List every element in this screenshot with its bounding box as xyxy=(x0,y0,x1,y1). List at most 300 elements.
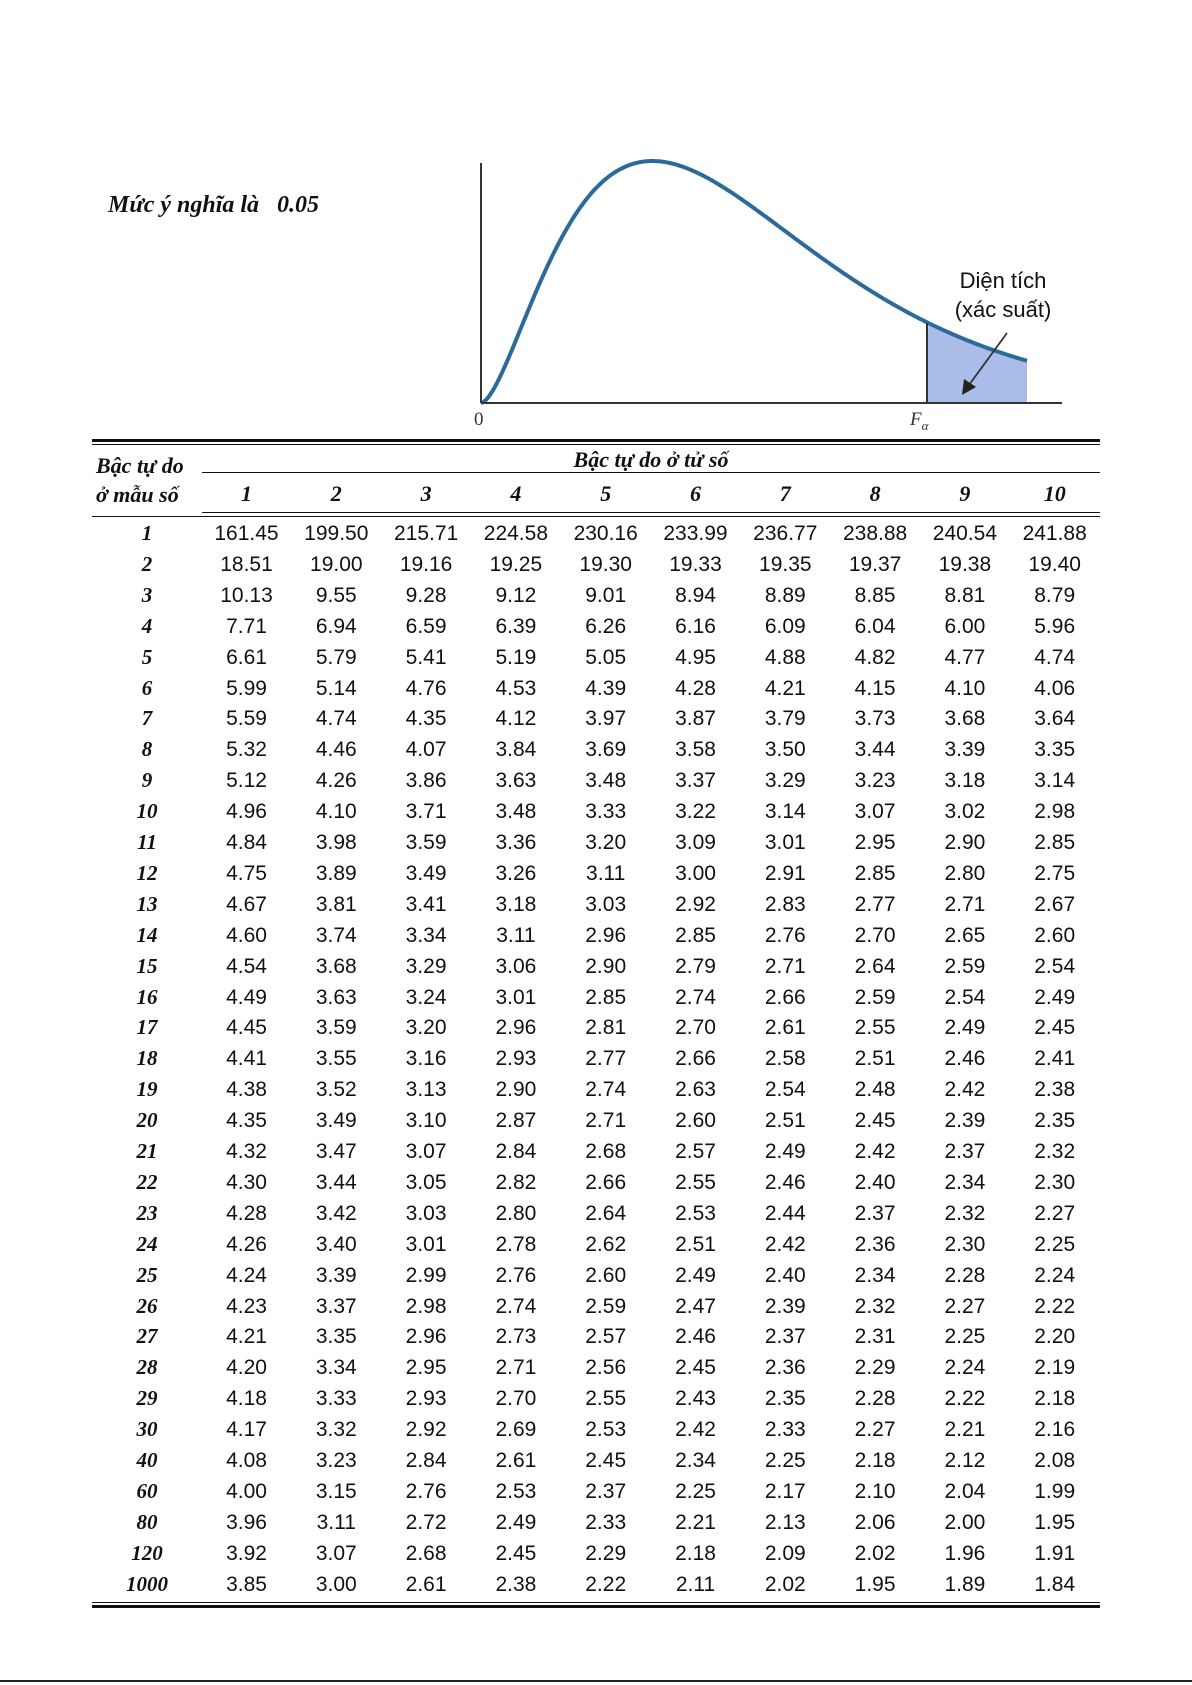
table-cell: 19.30 xyxy=(579,552,632,576)
table-cell: 2.47 xyxy=(675,1294,716,1318)
table-cell: 3.06 xyxy=(495,954,537,978)
top-rule-inner xyxy=(92,444,1100,445)
table-row xyxy=(92,1445,1100,1476)
table-row xyxy=(92,1136,1100,1167)
row-label: 60 xyxy=(136,1478,158,1503)
row-label: 19 xyxy=(136,1077,158,1102)
table-cell: 19.35 xyxy=(759,552,812,576)
table-cell: 2.96 xyxy=(405,1325,447,1349)
table-cell: 230.16 xyxy=(573,522,638,545)
table-cell: 4.74 xyxy=(315,707,357,731)
table-cell: 2.74 xyxy=(675,985,716,1009)
row-label: 13 xyxy=(136,891,158,916)
table-cell: 4.75 xyxy=(226,861,267,885)
table-cell: 2.00 xyxy=(944,1510,986,1534)
table-cell: 3.00 xyxy=(315,1572,357,1596)
table-cell: 6.09 xyxy=(764,614,806,638)
table-cell: 2.82 xyxy=(495,1170,537,1194)
table-cell: 2.59 xyxy=(585,1294,627,1318)
table-cell: 2.71 xyxy=(764,954,806,978)
row-label: 5 xyxy=(141,644,153,669)
table-cell: 6.04 xyxy=(854,614,896,638)
table-cell: 2.53 xyxy=(495,1479,537,1503)
table-cell: 4.20 xyxy=(226,1356,267,1380)
table-cell: 2.53 xyxy=(585,1418,627,1442)
table-cell: 2.80 xyxy=(944,861,986,885)
table-row xyxy=(92,580,1100,611)
table-cell: 2.45 xyxy=(1034,1016,1076,1040)
row-label: 18 xyxy=(136,1046,158,1071)
row-label: 25 xyxy=(136,1262,158,1287)
table-cell: 2.18 xyxy=(675,1541,716,1565)
table-cell: 3.34 xyxy=(405,923,447,947)
table-row xyxy=(92,1291,1100,1322)
table-row xyxy=(92,1198,1100,1229)
table-cell: 2.36 xyxy=(764,1356,806,1380)
table-cell: 3.84 xyxy=(495,738,537,762)
table-cell: 4.06 xyxy=(1034,676,1076,700)
table-cell: 2.64 xyxy=(585,1201,627,1225)
table-cell: 3.07 xyxy=(315,1541,357,1565)
table-cell: 4.24 xyxy=(226,1263,267,1287)
table-cell: 2.19 xyxy=(1034,1356,1076,1380)
table-cell: 240.54 xyxy=(932,522,997,545)
table-cell: 241.88 xyxy=(1022,522,1087,545)
table-cell: 2.84 xyxy=(495,1140,537,1163)
row-label: 40 xyxy=(136,1448,158,1472)
table-cell: 6.59 xyxy=(405,614,447,638)
table-cell: 2.48 xyxy=(854,1078,896,1102)
table-cell: 2.92 xyxy=(405,1418,447,1442)
area-label-line2: (xác suất) xyxy=(954,297,1052,322)
table-cell: 4.88 xyxy=(764,645,806,669)
table-row xyxy=(92,549,1100,580)
table-cell: 3.01 xyxy=(495,985,537,1009)
table-cell: 3.89 xyxy=(315,861,357,885)
table-cell: 2.70 xyxy=(675,1016,716,1040)
table-cell: 4.46 xyxy=(315,738,357,762)
table-cell: 2.57 xyxy=(585,1325,627,1349)
table-cell: 1.99 xyxy=(1034,1479,1076,1503)
table-cell: 2.42 xyxy=(675,1418,716,1442)
table-cell: 2.76 xyxy=(764,923,806,947)
table-row xyxy=(92,1414,1100,1445)
table-cell: 3.79 xyxy=(764,707,806,731)
column-header-4: 4 xyxy=(510,481,522,506)
table-cell: 3.16 xyxy=(405,1047,447,1071)
table-cell: 3.13 xyxy=(405,1078,447,1102)
row-label: 12 xyxy=(136,860,158,885)
table-cell: 3.97 xyxy=(585,707,627,731)
table-cell: 3.24 xyxy=(405,985,447,1009)
table-cell: 3.69 xyxy=(585,738,627,762)
table-cell: 2.20 xyxy=(1034,1325,1076,1349)
table-cell: 3.35 xyxy=(1034,738,1076,762)
table-cell: 238.88 xyxy=(842,522,908,545)
table-cell: 2.85 xyxy=(675,923,716,947)
table-row xyxy=(92,734,1100,765)
table-cell: 3.39 xyxy=(315,1263,357,1287)
table-cell: 2.76 xyxy=(495,1263,537,1287)
table-cell: 4.60 xyxy=(226,923,267,947)
table-cell: 2.28 xyxy=(854,1387,896,1411)
table-cell: 3.87 xyxy=(675,707,716,731)
table-cell: 3.92 xyxy=(226,1541,267,1565)
page-footer-line xyxy=(0,1680,1192,1682)
table-cell: 2.87 xyxy=(495,1109,537,1133)
table-cell: 4.07 xyxy=(405,738,447,762)
table-cell: 19.16 xyxy=(399,552,453,576)
table-cell: 233.99 xyxy=(663,522,728,545)
bottom-rule-inner xyxy=(92,1602,1100,1603)
table-cell: 2.22 xyxy=(944,1387,986,1411)
table-row xyxy=(92,858,1100,889)
table-cell: 2.28 xyxy=(944,1263,986,1287)
row-label: 26 xyxy=(136,1293,158,1318)
table-cell: 8.94 xyxy=(675,583,716,607)
table-cell: 4.35 xyxy=(405,707,447,731)
table-cell: 2.53 xyxy=(675,1201,716,1225)
table-cell: 2.64 xyxy=(854,954,896,978)
table-cell: 2.85 xyxy=(585,985,627,1009)
table-row xyxy=(92,1167,1100,1198)
table-cell: 8.89 xyxy=(764,583,806,607)
table-cell: 9.55 xyxy=(315,583,357,607)
table-cell: 2.60 xyxy=(1034,923,1076,947)
table-cell: 2.02 xyxy=(764,1572,806,1596)
table-cell: 3.33 xyxy=(315,1387,357,1411)
table-cell: 2.83 xyxy=(764,892,806,916)
table-cell: 2.55 xyxy=(675,1170,716,1194)
table-cell: 2.45 xyxy=(585,1449,627,1472)
table-cell: 4.96 xyxy=(226,800,267,824)
table-row xyxy=(92,827,1100,858)
table-cell: 18.51 xyxy=(220,552,273,576)
table-cell: 3.74 xyxy=(315,923,357,947)
table-cell: 2.45 xyxy=(675,1356,716,1380)
table-cell: 5.99 xyxy=(226,676,267,700)
table-cell: 2.96 xyxy=(495,1016,537,1040)
table-cell: 3.34 xyxy=(315,1356,357,1380)
table-cell: 4.49 xyxy=(226,985,267,1009)
table-cell: 2.22 xyxy=(1034,1294,1076,1318)
table-cell: 2.34 xyxy=(944,1170,986,1194)
table-cell: 3.26 xyxy=(495,861,537,885)
column-header-9: 9 xyxy=(959,481,971,506)
table-cell: 2.40 xyxy=(764,1263,806,1287)
table-cell: 2.21 xyxy=(675,1510,716,1534)
table-cell: 2.30 xyxy=(1034,1170,1076,1194)
table-cell: 19.40 xyxy=(1028,552,1081,576)
table-cell: 2.58 xyxy=(764,1047,806,1071)
table-cell: 2.32 xyxy=(1034,1140,1076,1163)
table-cell: 4.08 xyxy=(226,1449,267,1472)
column-header-row xyxy=(92,481,1100,511)
table-cell: 2.61 xyxy=(405,1572,447,1596)
table-cell: 4.28 xyxy=(226,1201,267,1225)
table-cell: 7.71 xyxy=(226,614,267,638)
table-row xyxy=(92,611,1100,642)
table-cell: 2.21 xyxy=(944,1418,986,1442)
table-cell: 8.79 xyxy=(1034,583,1076,607)
table-cell: 4.17 xyxy=(226,1418,267,1442)
table-cell: 3.63 xyxy=(495,769,537,793)
table-cell: 3.55 xyxy=(315,1047,357,1071)
table-cell: 2.55 xyxy=(854,1016,896,1040)
table-cell: 4.67 xyxy=(226,892,267,916)
table-row xyxy=(92,518,1100,549)
header-bottom-rule xyxy=(92,516,1100,517)
row-label: 1000 xyxy=(126,1571,168,1596)
table-cell: 2.75 xyxy=(1034,861,1076,885)
table-cell: 2.10 xyxy=(854,1479,896,1503)
table-row xyxy=(92,1383,1100,1414)
table-cell: 2.32 xyxy=(854,1294,896,1318)
header-rule xyxy=(202,512,1100,513)
table-cell: 3.02 xyxy=(944,800,986,824)
table-cell: 2.45 xyxy=(854,1109,896,1133)
table-cell: 2.33 xyxy=(764,1418,806,1442)
table-cell: 3.18 xyxy=(495,892,537,916)
table-row xyxy=(92,1012,1100,1043)
table-cell: 2.42 xyxy=(854,1140,896,1163)
table-cell: 4.10 xyxy=(944,676,986,700)
critical-label-f: F xyxy=(910,409,922,430)
table-cell: 2.17 xyxy=(764,1479,806,1503)
table-cell: 3.59 xyxy=(315,1016,357,1040)
table-cell: 3.41 xyxy=(405,892,447,916)
table-cell: 2.77 xyxy=(585,1047,627,1071)
table-cell: 2.80 xyxy=(495,1201,537,1225)
table-cell: 2.90 xyxy=(944,831,986,854)
table-cell: 2.55 xyxy=(585,1387,627,1411)
table-cell: 2.93 xyxy=(405,1387,447,1411)
tail-area-shading xyxy=(927,323,1027,403)
table-cell: 2.77 xyxy=(854,892,896,916)
row-label: 15 xyxy=(136,953,158,978)
table-row xyxy=(92,1043,1100,1074)
table-cell: 2.29 xyxy=(585,1541,627,1565)
table-row xyxy=(92,1538,1100,1569)
table-row xyxy=(92,1321,1100,1352)
table-cell: 3.18 xyxy=(944,769,986,793)
table-cell: 3.44 xyxy=(315,1170,357,1194)
table-cell: 2.02 xyxy=(854,1541,896,1565)
table-cell: 4.82 xyxy=(854,645,896,669)
table-cell: 4.41 xyxy=(226,1047,267,1071)
table-row xyxy=(92,951,1100,982)
table-cell: 2.39 xyxy=(944,1109,986,1133)
table-cell: 2.60 xyxy=(585,1263,627,1287)
table-cell: 2.49 xyxy=(495,1510,537,1534)
table-cell: 4.23 xyxy=(226,1294,267,1318)
table-cell: 3.48 xyxy=(495,800,537,824)
table-cell: 2.98 xyxy=(1034,800,1076,824)
significance-level-title: Mức ý nghĩa là 0.05 xyxy=(108,192,320,218)
table-cell: 2.27 xyxy=(944,1294,986,1318)
table-cell: 2.12 xyxy=(944,1449,986,1472)
table-cell: 3.11 xyxy=(586,861,626,885)
table-cell: 19.37 xyxy=(848,552,902,576)
table-cell: 19.38 xyxy=(938,552,992,576)
table-cell: 2.18 xyxy=(854,1449,896,1472)
table-cell: 19.25 xyxy=(489,552,543,576)
table-cell: 2.34 xyxy=(675,1449,716,1472)
table-cell: 3.63 xyxy=(315,985,357,1009)
table-cell: 2.22 xyxy=(585,1572,627,1596)
table-cell: 5.96 xyxy=(1034,614,1076,638)
table-cell: 3.03 xyxy=(585,892,627,916)
table-cell: 2.25 xyxy=(1034,1232,1076,1256)
row-label: 11 xyxy=(137,830,157,854)
table-cell: 2.46 xyxy=(764,1170,806,1194)
table-cell: 3.03 xyxy=(405,1201,447,1225)
row-label: 8 xyxy=(141,737,153,762)
table-cell: 3.07 xyxy=(405,1140,447,1163)
table-row xyxy=(92,1476,1100,1507)
table-cell: 3.37 xyxy=(315,1294,357,1318)
row-header-line2: ở mẫu số xyxy=(96,482,179,507)
origin-label: 0 xyxy=(474,409,484,430)
table-row xyxy=(92,796,1100,827)
row-label: 120 xyxy=(131,1540,163,1565)
table-cell: 3.37 xyxy=(675,769,716,793)
column-header-3: 3 xyxy=(420,481,432,506)
table-cell: 4.45 xyxy=(226,1016,267,1040)
table-cell: 2.27 xyxy=(1034,1201,1076,1225)
table-cell: 1.96 xyxy=(944,1541,986,1565)
table-cell: 4.28 xyxy=(675,676,716,700)
table-cell: 4.54 xyxy=(226,954,267,978)
table-cell: 2.91 xyxy=(764,861,806,885)
column-header-10: 10 xyxy=(1043,481,1066,506)
table-cell: 3.29 xyxy=(405,954,447,978)
table-cell: 236.77 xyxy=(753,522,818,545)
table-cell: 2.43 xyxy=(675,1387,716,1411)
table-cell: 3.40 xyxy=(315,1232,357,1256)
table-cell: 2.33 xyxy=(585,1510,627,1534)
table-cell: 4.53 xyxy=(495,676,537,700)
table-cell: 2.85 xyxy=(1034,831,1076,854)
table-cell: 2.71 xyxy=(495,1356,537,1380)
table-cell: 3.07 xyxy=(854,800,896,824)
table-cell: 9.28 xyxy=(405,583,447,607)
table-cell: 2.63 xyxy=(675,1078,716,1102)
table-cell: 2.62 xyxy=(585,1232,627,1256)
table-cell: 3.49 xyxy=(315,1109,357,1133)
table-cell: 4.95 xyxy=(675,645,716,669)
table-cell: 2.38 xyxy=(495,1572,537,1596)
table-cell: 9.01 xyxy=(585,583,627,607)
table-cell: 2.96 xyxy=(585,923,627,947)
column-header-5: 5 xyxy=(600,481,612,506)
table-cell: 2.34 xyxy=(854,1263,896,1287)
table-row xyxy=(92,1229,1100,1260)
table-cell: 2.90 xyxy=(495,1078,537,1102)
table-row xyxy=(92,765,1100,796)
column-header-8: 8 xyxy=(869,481,881,506)
table-cell: 2.54 xyxy=(944,985,986,1009)
row-label: 10 xyxy=(136,799,158,824)
table-cell: 5.19 xyxy=(495,645,537,669)
table-cell: 2.70 xyxy=(854,923,896,947)
table-cell: 2.59 xyxy=(944,954,986,978)
row-label: 1 xyxy=(141,521,153,545)
table-cell: 4.15 xyxy=(854,676,896,700)
table-cell: 5.41 xyxy=(405,645,447,669)
table-cell: 2.71 xyxy=(585,1109,627,1133)
table-cell: 3.05 xyxy=(405,1170,447,1194)
table-cell: 5.14 xyxy=(315,676,357,700)
table-cell: 2.66 xyxy=(764,985,806,1009)
table-cell: 2.73 xyxy=(495,1325,537,1349)
row-label: 29 xyxy=(136,1386,158,1411)
table-cell: 2.37 xyxy=(854,1201,896,1225)
table-cell: 3.29 xyxy=(764,769,806,793)
table-cell: 2.54 xyxy=(1034,954,1076,978)
row-label: 2 xyxy=(141,551,153,576)
table-cell: 2.54 xyxy=(764,1078,806,1102)
table-cell: 4.30 xyxy=(226,1170,267,1194)
table-cell: 2.76 xyxy=(405,1479,447,1503)
table-cell: 2.60 xyxy=(675,1109,716,1133)
table-cell: 6.26 xyxy=(585,614,627,638)
table-cell: 4.38 xyxy=(226,1078,267,1102)
group-rule xyxy=(202,472,1100,473)
table-row xyxy=(92,1105,1100,1136)
table-cell: 3.96 xyxy=(226,1510,267,1534)
row-label: 27 xyxy=(136,1324,158,1349)
table-cell: 2.70 xyxy=(495,1387,537,1411)
table-cell: 2.24 xyxy=(944,1356,986,1380)
table-cell: 2.25 xyxy=(675,1479,716,1503)
table-cell: 2.04 xyxy=(944,1479,986,1503)
table-cell: 2.09 xyxy=(764,1541,806,1565)
row-label: 23 xyxy=(136,1200,158,1225)
table-cell: 4.77 xyxy=(944,645,986,669)
table-cell: 161.45 xyxy=(214,522,279,545)
table-cell: 2.40 xyxy=(854,1170,896,1194)
table-cell: 3.86 xyxy=(405,769,447,793)
table-cell: 3.20 xyxy=(405,1016,447,1040)
table-cell: 3.47 xyxy=(315,1140,357,1163)
table-cell: 2.46 xyxy=(944,1047,986,1071)
table-cell: 2.37 xyxy=(944,1140,986,1163)
table-cell: 6.00 xyxy=(944,614,986,638)
table-cell: 10.13 xyxy=(220,583,273,607)
table-cell: 5.05 xyxy=(585,645,627,669)
table-cell: 2.46 xyxy=(675,1325,716,1349)
top-rule xyxy=(92,439,1100,442)
row-label: 80 xyxy=(136,1509,158,1534)
table-cell: 3.85 xyxy=(226,1572,267,1596)
table-cell: 2.06 xyxy=(854,1510,896,1534)
table-cell: 6.61 xyxy=(226,645,267,669)
table-cell: 2.51 xyxy=(675,1232,716,1256)
table-cell: 5.59 xyxy=(226,707,267,731)
table-cell: 2.27 xyxy=(854,1418,896,1442)
table-cell: 4.26 xyxy=(315,769,357,793)
table-cell: 4.39 xyxy=(585,676,627,700)
row-label: 4 xyxy=(141,613,153,638)
table-cell: 3.36 xyxy=(495,831,537,854)
table-cell: 2.35 xyxy=(1034,1109,1076,1133)
table-cell: 2.37 xyxy=(585,1479,627,1503)
table-cell: 3.59 xyxy=(405,831,447,854)
table-row xyxy=(92,920,1100,951)
table-cell: 8.81 xyxy=(944,583,986,607)
table-cell: 2.44 xyxy=(764,1201,806,1225)
